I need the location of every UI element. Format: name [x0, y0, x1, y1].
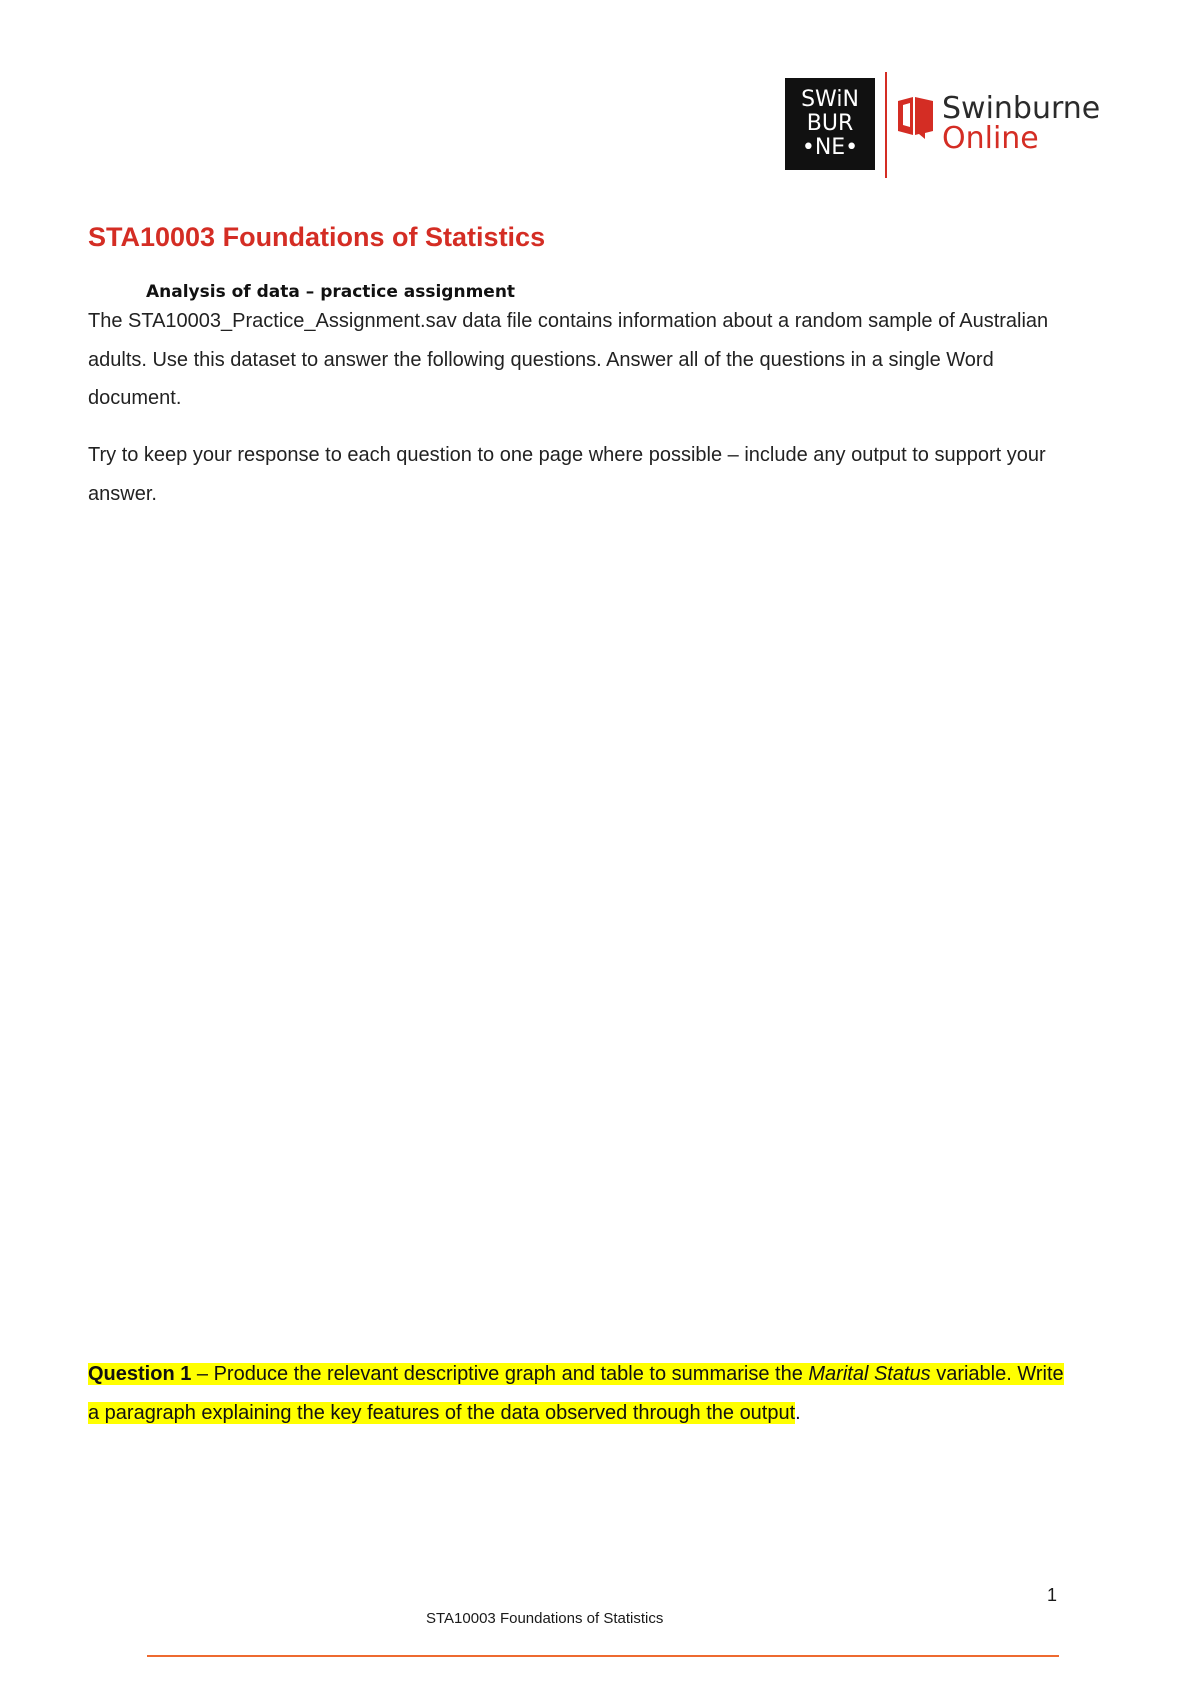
swinburne-online-icon [895, 95, 937, 141]
guidance-paragraph: Try to keep your response to each question to one page where possible – include any output to support your answer. [88, 444, 1046, 505]
swinburne-logo [785, 78, 875, 170]
wordmark-online: Online [942, 121, 1039, 156]
question-1-end: . [795, 1401, 801, 1424]
logo-line-2: BUR [806, 111, 854, 136]
logo-line-1: SWiN [801, 87, 859, 112]
question-1-label: Question 1 [88, 1363, 192, 1385]
question-1 [88, 1355, 1068, 1432]
page-number: 1 [1047, 1585, 1058, 1605]
logo-line-3: •NE• [801, 135, 859, 160]
question-1-variable: Marital Status [808, 1363, 931, 1385]
document-subtitle: Analysis of data – practice assignment [146, 282, 516, 302]
footer-title: STA10003 Foundations of Statistics [426, 1610, 664, 1627]
question-1-highlight [88, 1363, 1064, 1424]
question-1-text-a: – Produce the relevant descriptive graph and table to summarise the [191, 1363, 809, 1385]
footer-rule [147, 1655, 1059, 1657]
logo-divider [885, 72, 887, 178]
intro-paragraph: The STA10003_Practice_Assignment.sav data file contains information about a random sample of Australian adults. Use this dataset to answer the following questions. Answer all of the questions in a single Word document. [88, 310, 1049, 409]
question-1-text-b: variable. Write a paragraph explaining the key features of the data observed through the output [88, 1363, 1064, 1424]
document-title: STA10003 Foundations of Statistics [88, 222, 546, 252]
wordmark-swinburne: Swinburne [942, 91, 1101, 126]
swinburne-online-wordmark [942, 91, 1101, 156]
